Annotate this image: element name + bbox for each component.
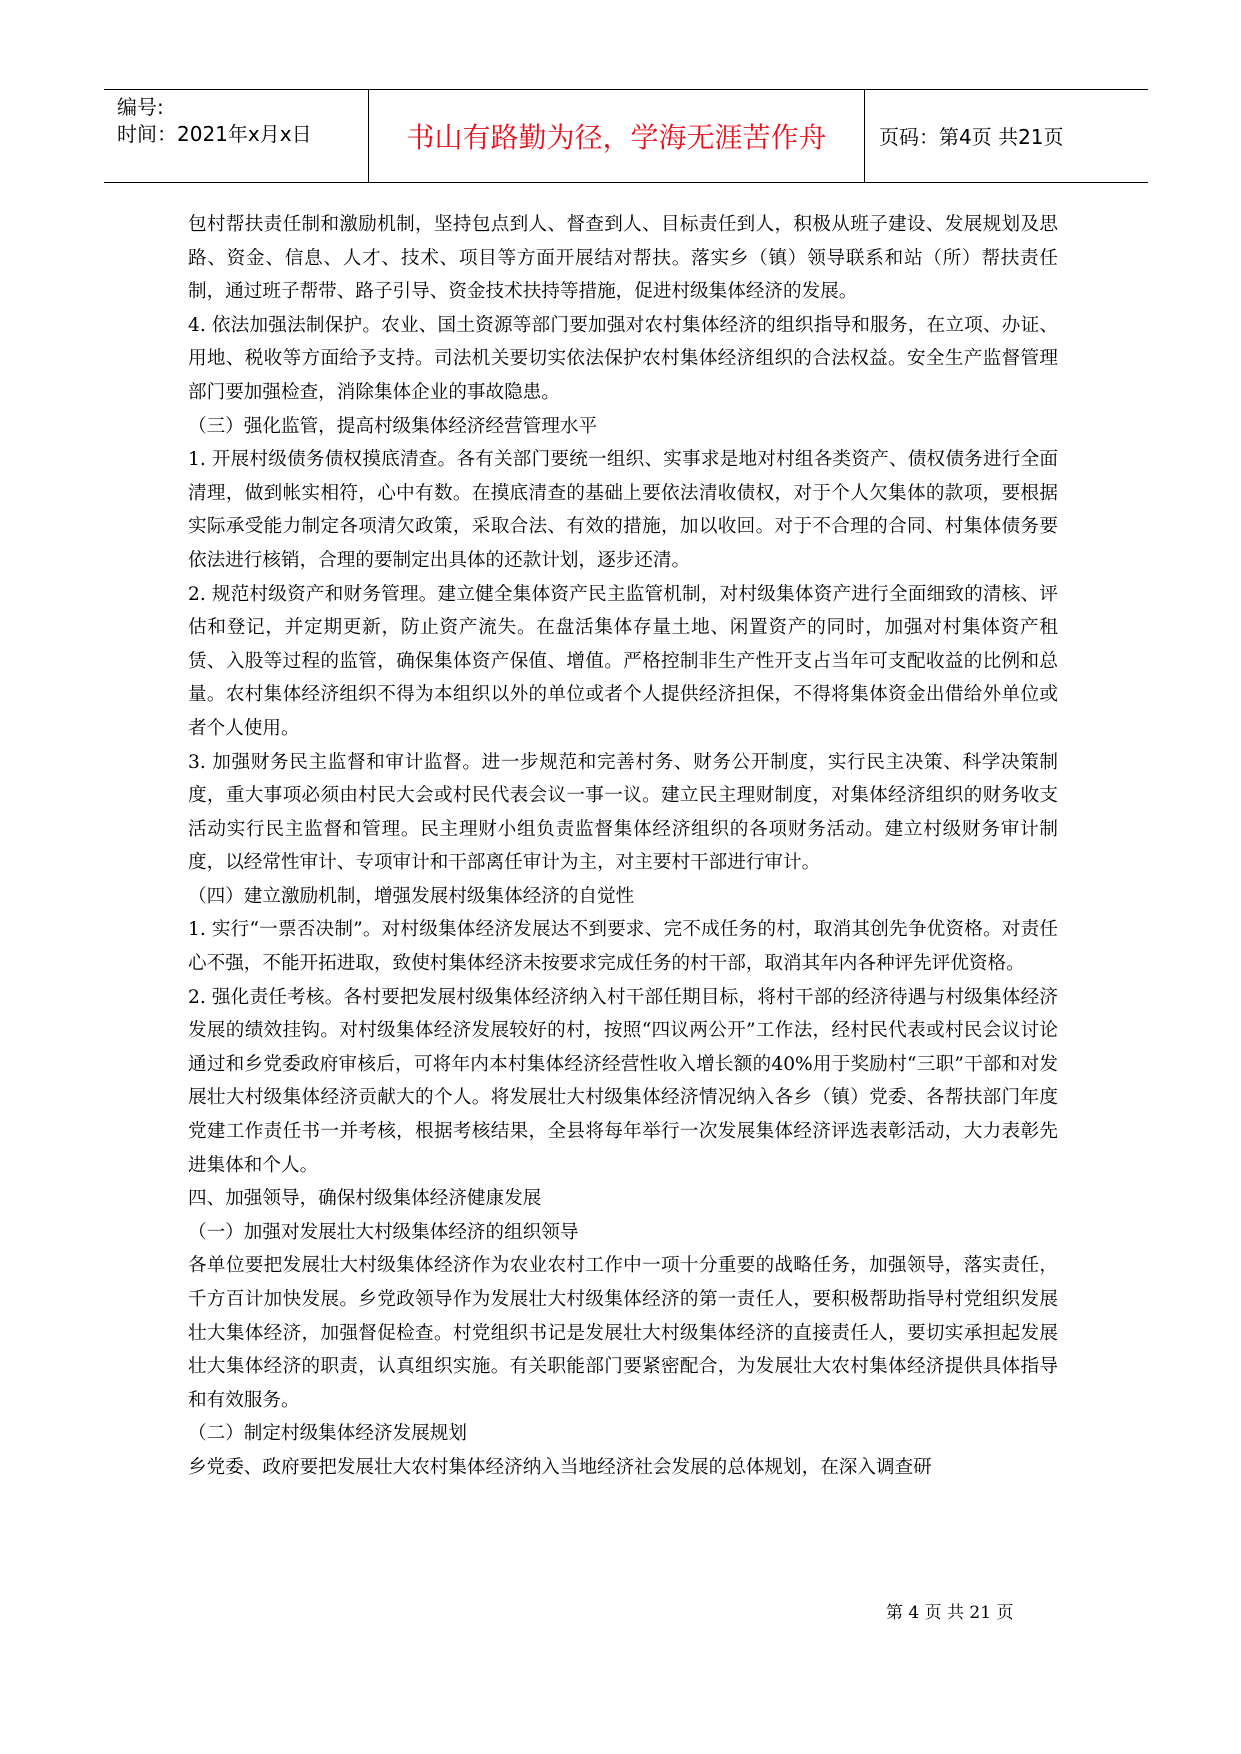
section-heading: （二）制定村级集体经济发展规划 — [188, 1423, 467, 1445]
body-paragraph: 3. 加强财务民主监督和审计监督。进一步规范和完善村务、财务公开制度，实行民主决策、科学决策制度，重大事项必须由村民大会或村民代表会议一事一议。建立民主理财制度，对集体经济组织的财务收支活动实行民主监督和管理。民主理财小组负责监督集体经济组织的各项财务活动。建立村级财务审计制度，以经常性审计、专项审计和干部离任审计为主，对主要村干部进行审计。 — [188, 751, 1058, 874]
header-page-info: 页码：第4页 共21页 — [879, 125, 1064, 149]
section-heading: （三）强化监管，提高村级集体经济经营管理水平 — [188, 415, 598, 437]
body-paragraph: 包村帮扶责任制和激励机制，坚持包点到人、督查到人、目标责任到人，积极从班子建设、发展规划及思路、资金、信息、人才、技术、项目等方面开展结对帮扶。落实乡（镇）领导联系和站（所）帮扶责任制，通过班子帮带、路子引导、资金技术扶持等措施，促进村级集体经济的发展。 — [188, 214, 1058, 303]
body-paragraph: 2. 强化责任考核。各村要把发展村级集体经济纳入村干部任期目标，将村干部的经济待遇与村级集体经济发展的绩效挂钩。对村级集体经济发展较好的村，按照“四议两公开”工作法，经村民代表或村民会议讨论通过和乡党委政府审核后，可将年内本村集体经济经营性收入增长额的40%用于奖励村“三职”干部和对发展壮大村级集体经济贡献大的个人。将发展壮大村级集体经济情况纳入各乡（镇）党委、各帮扶部门年度党建工作责任书一并考核，根据考核结果，全县将每年举行一次发展集体经济评选表彰活动，大力表彰先进集体和个人。 — [188, 986, 1058, 1176]
page-footer: 第 4 页 共 21 页 — [886, 1603, 1014, 1623]
document-time-label: 时间：2021年x月x日 — [117, 122, 312, 146]
header-page-cell — [865, 90, 1148, 182]
body-paragraph: 2. 规范村级资产和财务管理。建立健全集体资产民主监管机制，对村级集体资产进行全面细致的清核、评估和登记，并定期更新，防止资产流失。在盘活集体存量土地、闲置资产的同时，加强对村集体资产租赁、入股等过程的监管，确保集体资产保值、增值。严格控制非生产性开支占当年可支配收益的比例和总量。农村集体经济组织不得为本组织以外的单位或者个人提供经济担保，不得将集体资金出借给外单位或者个人使用。 — [188, 583, 1058, 739]
section-heading: （一）加强对发展壮大村级集体经济的组织领导 — [188, 1221, 579, 1243]
body-paragraph: 1. 实行“一票否决制”。对村级集体经济发展达不到要求、完不成任务的村，取消其创先争优资格。对责任心不强，不能开拓进取，致使村集体经济未按要求完成任务的村干部，取消其年内各种评先评优资格。 — [188, 919, 1058, 975]
body-paragraph: 1. 开展村级债务债权摸底清查。各有关部门要统一组织、实事求是地对村组各类资产、债权债务进行全面清理，做到帐实相符，心中有数。在摸底清查的基础上要依法清收债权，对于个人欠集体的款项，要根据实际承受能力制定各项清欠政策，采取合法、有效的措施，加以收回。对于不合理的合同、村集体债务要依法进行核销，合理的要制定出具体的还款计划，逐步还清。 — [188, 449, 1058, 571]
section-heading: （四）建立激励机制，增强发展村级集体经济的自觉性 — [188, 885, 635, 907]
body-paragraph: 乡党委、政府要把发展壮大农村集体经济纳入当地经济社会发展的总体规划，在深入调查研 — [188, 1456, 932, 1478]
body-paragraph: 各单位要把发展壮大村级集体经济作为农业农村工作中一项十分重要的战略任务，加强领导，落实责任，千方百计加快发展。乡党政领导作为发展壮大村级集体经济的第一责任人，要积极帮助指导村党组织发展壮大集体经济，加强督促检查。村党组织书记是发展壮大村级集体经济的直接责任人，要切实承担起发展壮大集体经济的职责，认真组织实施。有关职能部门要紧密配合，为发展壮大农村集体经济提供具体指导和有效服务。 — [188, 1255, 1058, 1411]
body-paragraph: 4. 依法加强法制保护。农业、国土资源等部门要加强对农村集体经济的组织指导和服务，在立项、办证、用地、税收等方面给予支持。司法机关要切实依法保护农村集体经济组织的合法权益。安全生产监督管理部门要加强检查，消除集体企业的事故隐患。 — [188, 314, 1058, 403]
document-number-label: 编号: — [117, 95, 164, 119]
header-info-cell — [104, 90, 369, 182]
header-motto-cell — [369, 90, 865, 182]
section-heading: 四、加强领导，确保村级集体经济健康发展 — [188, 1188, 542, 1210]
page-header — [104, 89, 1148, 183]
document-body — [188, 208, 1058, 1485]
header-motto: 书山有路勤为径，学海无涯苦作舟 — [406, 121, 827, 154]
